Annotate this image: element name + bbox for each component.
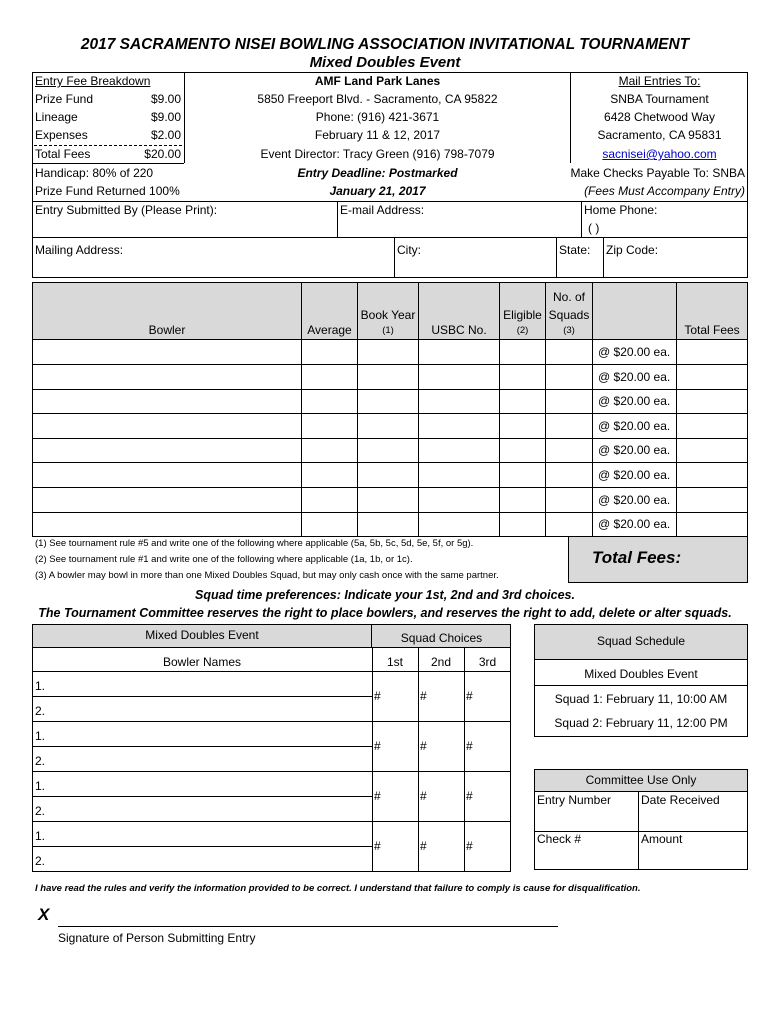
col-eligible: Eligible (503, 308, 542, 322)
choice-2nd-label: 2nd (430, 655, 452, 669)
name-divider (32, 846, 372, 847)
checks-payable: Make Checks Payable To: SNBA (570, 166, 745, 180)
row-rate: @ $20.00 ea. (598, 394, 671, 408)
bowler-col-line (357, 282, 358, 537)
choice-2nd-hash[interactable]: # (420, 689, 427, 703)
bowler-col-line (592, 282, 593, 537)
choice-2nd-hash[interactable]: # (420, 739, 427, 753)
row-rate: @ $20.00 ea. (598, 443, 671, 457)
choice-3rd-hash[interactable]: # (466, 789, 473, 803)
choice-3rd-hash[interactable]: # (466, 839, 473, 853)
bowler-names-label: Bowler Names (162, 655, 242, 669)
choice-1st-hash[interactable]: # (374, 739, 381, 753)
city-divider (394, 238, 395, 278)
choice-2nd-hash[interactable]: # (420, 789, 427, 803)
schedule-event: Mixed Doubles Event (584, 667, 698, 681)
handicap-text: Handicap: 80% of 220 (35, 166, 154, 180)
bowler-name-2: 2. (35, 804, 46, 818)
row-rate: @ $20.00 ea. (598, 493, 671, 507)
phone-divider (581, 201, 582, 238)
committee-heading: Committee Use Only (585, 773, 697, 787)
col-bowler: Bowler (148, 323, 186, 337)
col-total-fees: Total Fees (684, 323, 740, 337)
fee-total-rule (34, 145, 182, 146)
col-squads-note: (3) (563, 325, 575, 336)
email-label: E-mail Address: (340, 203, 425, 217)
choice-1st-hash[interactable]: # (374, 789, 381, 803)
fee-amount-lineage: $9.00 (150, 110, 181, 124)
venue-address: 5850 Freeport Blvd. - Sacramento, CA 95822 (257, 92, 498, 106)
mailing-address-label: Mailing Address: (35, 243, 124, 257)
pair-divider (32, 771, 511, 772)
choices-subheader-rule (32, 671, 511, 672)
schedule-rule (534, 685, 748, 686)
choices-event-label: Mixed Doubles Event (145, 628, 259, 642)
entry-number-label: Entry Number (537, 793, 612, 807)
state-label: State: (559, 243, 591, 257)
fee-label-prize: Prize Fund (35, 92, 94, 106)
bowler-name-1: 1. (35, 829, 46, 843)
note-3: (3) A bowler may bowl in more than one Mixed Doubles Squad, but may only cash once with the same partner. (35, 570, 499, 581)
pair-divider (32, 721, 511, 722)
bowler-col-line (499, 282, 500, 537)
fee-label-lineage: Lineage (35, 110, 78, 124)
schedule-squad-1: Squad 1: February 11, 10:00 AM (554, 692, 728, 706)
row-rate: @ $20.00 ea. (598, 345, 671, 359)
mail-email-link[interactable]: sacnisei@yahoo.com (602, 147, 717, 161)
zip-divider (603, 238, 604, 278)
check-number-label: Check # (537, 832, 582, 846)
total-fees-label: Total Fees: (592, 548, 682, 567)
choices-table (32, 648, 511, 872)
choice-1st-hash[interactable]: # (374, 689, 381, 703)
venue-name: AMF Land Park Lanes (314, 74, 441, 88)
fee-label-total: Total Fees (35, 147, 91, 161)
name-divider (32, 796, 372, 797)
squad-choices-label: Squad Choices (400, 631, 483, 645)
bowler-name-2: 2. (35, 704, 46, 718)
mail-heading: Mail Entries To: (618, 74, 701, 88)
bowler-col-line (676, 282, 677, 537)
city-label: City: (397, 243, 421, 257)
fee-amount-total: $20.00 (144, 147, 181, 161)
home-phone-label: Home Phone: (584, 203, 658, 217)
choices-col-2 (418, 648, 419, 872)
row-rate: @ $20.00 ea. (598, 468, 671, 482)
col-book-year: Book Year (360, 308, 416, 322)
col-no-of: No. of (552, 290, 585, 304)
row-rate: @ $20.00 ea. (598, 419, 671, 433)
choices-col-1 (372, 648, 373, 872)
name-divider (32, 696, 372, 697)
submitted-divider (32, 201, 748, 202)
fee-heading: Entry Fee Breakdown (35, 74, 151, 88)
amount-label: Amount (641, 832, 683, 846)
venue-dates: February 11 & 12, 2017 (314, 128, 441, 142)
col-book-year-note: (1) (382, 325, 394, 336)
home-phone-parens[interactable]: ( ) (588, 221, 600, 235)
bowler-col-line (301, 282, 302, 537)
choices-col-3 (464, 648, 465, 872)
fees-accompany-note: (Fees Must Accompany Entry) (584, 184, 745, 198)
col-usbc: USBC No. (431, 323, 487, 337)
state-divider (556, 238, 557, 278)
col-average: Average (307, 323, 352, 337)
email-field[interactable] (339, 218, 579, 236)
mail-line-3: Sacramento, CA 95831 (597, 128, 722, 142)
venue-phone: Phone: (916) 421-3671 (315, 110, 440, 124)
fee-amount-expenses: $2.00 (150, 128, 181, 142)
choice-1st-hash[interactable]: # (374, 839, 381, 853)
bowler-name-1: 1. (35, 679, 46, 693)
pair-divider (32, 821, 511, 822)
page-title: 2017 SACRAMENTO NISEI BOWLING ASSOCIATION INVITATIONAL TOURNAMENT (80, 36, 690, 53)
entry-deadline: Entry Deadline: Postmarked (297, 166, 458, 180)
choice-3rd-hash[interactable]: # (466, 689, 473, 703)
total-fees-field[interactable] (676, 537, 746, 582)
event-subtitle: Mixed Doubles Event (309, 54, 461, 71)
mail-line-1: SNBA Tournament (610, 92, 709, 106)
signature-line[interactable] (58, 910, 558, 927)
event-director: Event Director: Tracy Green (916) 798-7079 (260, 147, 495, 161)
col-eligible-note: (2) (516, 325, 529, 336)
fee-amount-prize: $9.00 (150, 92, 181, 106)
signature-x: X (38, 905, 50, 924)
squad-pref-line-2: The Tournament Committee reserves the right to place bowlers, and reserves the right to add, delete or alter squads. (38, 606, 732, 620)
note-2: (2) See tournament rule #1 and write one of the following where applicable (1a, 1b, or 1c). (35, 554, 413, 565)
email-divider (337, 201, 338, 238)
choice-1st-label: 1st (386, 655, 403, 669)
deadline-date: January 21, 2017 (329, 184, 426, 198)
fee-divider (32, 163, 184, 164)
bowler-name-1: 1. (35, 779, 46, 793)
squad-pref-line-1: Squad time preferences: Indicate your 1st, 2nd and 3rd choices. (195, 588, 575, 602)
prize-returned-text: Prize Fund Returned 100% (35, 184, 180, 198)
bowler-col-line (545, 282, 546, 537)
note-1: (1) See tournament rule #5 and write one of the following where applicable (5a, 5b, 5c, 5d, 5e, 5f, or 5g). (35, 538, 474, 549)
bowler-name-1: 1. (35, 729, 46, 743)
bowler-col-line (418, 282, 419, 537)
row-rate: @ $20.00 ea. (598, 370, 671, 384)
date-received-label: Date Received (641, 793, 720, 807)
submitted-by-label: Entry Submitted By (Please Print): (35, 203, 218, 217)
col-squads: Squads (548, 308, 590, 322)
fee-label-expenses: Expenses (35, 128, 88, 142)
verification-statement: I have read the rules and verify the information provided to be correct. I understand that failure to comply is cause for disqualification. (35, 883, 641, 894)
schedule-squad-2: Squad 2: February 11, 12:00 PM (554, 716, 728, 730)
zip-label: Zip Code: (606, 243, 659, 257)
bowler-name-2: 2. (35, 754, 46, 768)
signature-label: Signature of Person Submitting Entry (58, 931, 256, 945)
choice-2nd-hash[interactable]: # (420, 839, 427, 853)
name-divider (32, 746, 372, 747)
submitted-by-field[interactable] (34, 218, 334, 236)
mail-line-2: 6428 Chetwood Way (604, 110, 715, 124)
row-rate: @ $20.00 ea. (598, 517, 671, 531)
choice-3rd-label: 3rd (478, 655, 497, 669)
schedule-heading: Squad Schedule (596, 634, 686, 648)
bowler-name-2: 2. (35, 854, 46, 868)
choice-3rd-hash[interactable]: # (466, 739, 473, 753)
